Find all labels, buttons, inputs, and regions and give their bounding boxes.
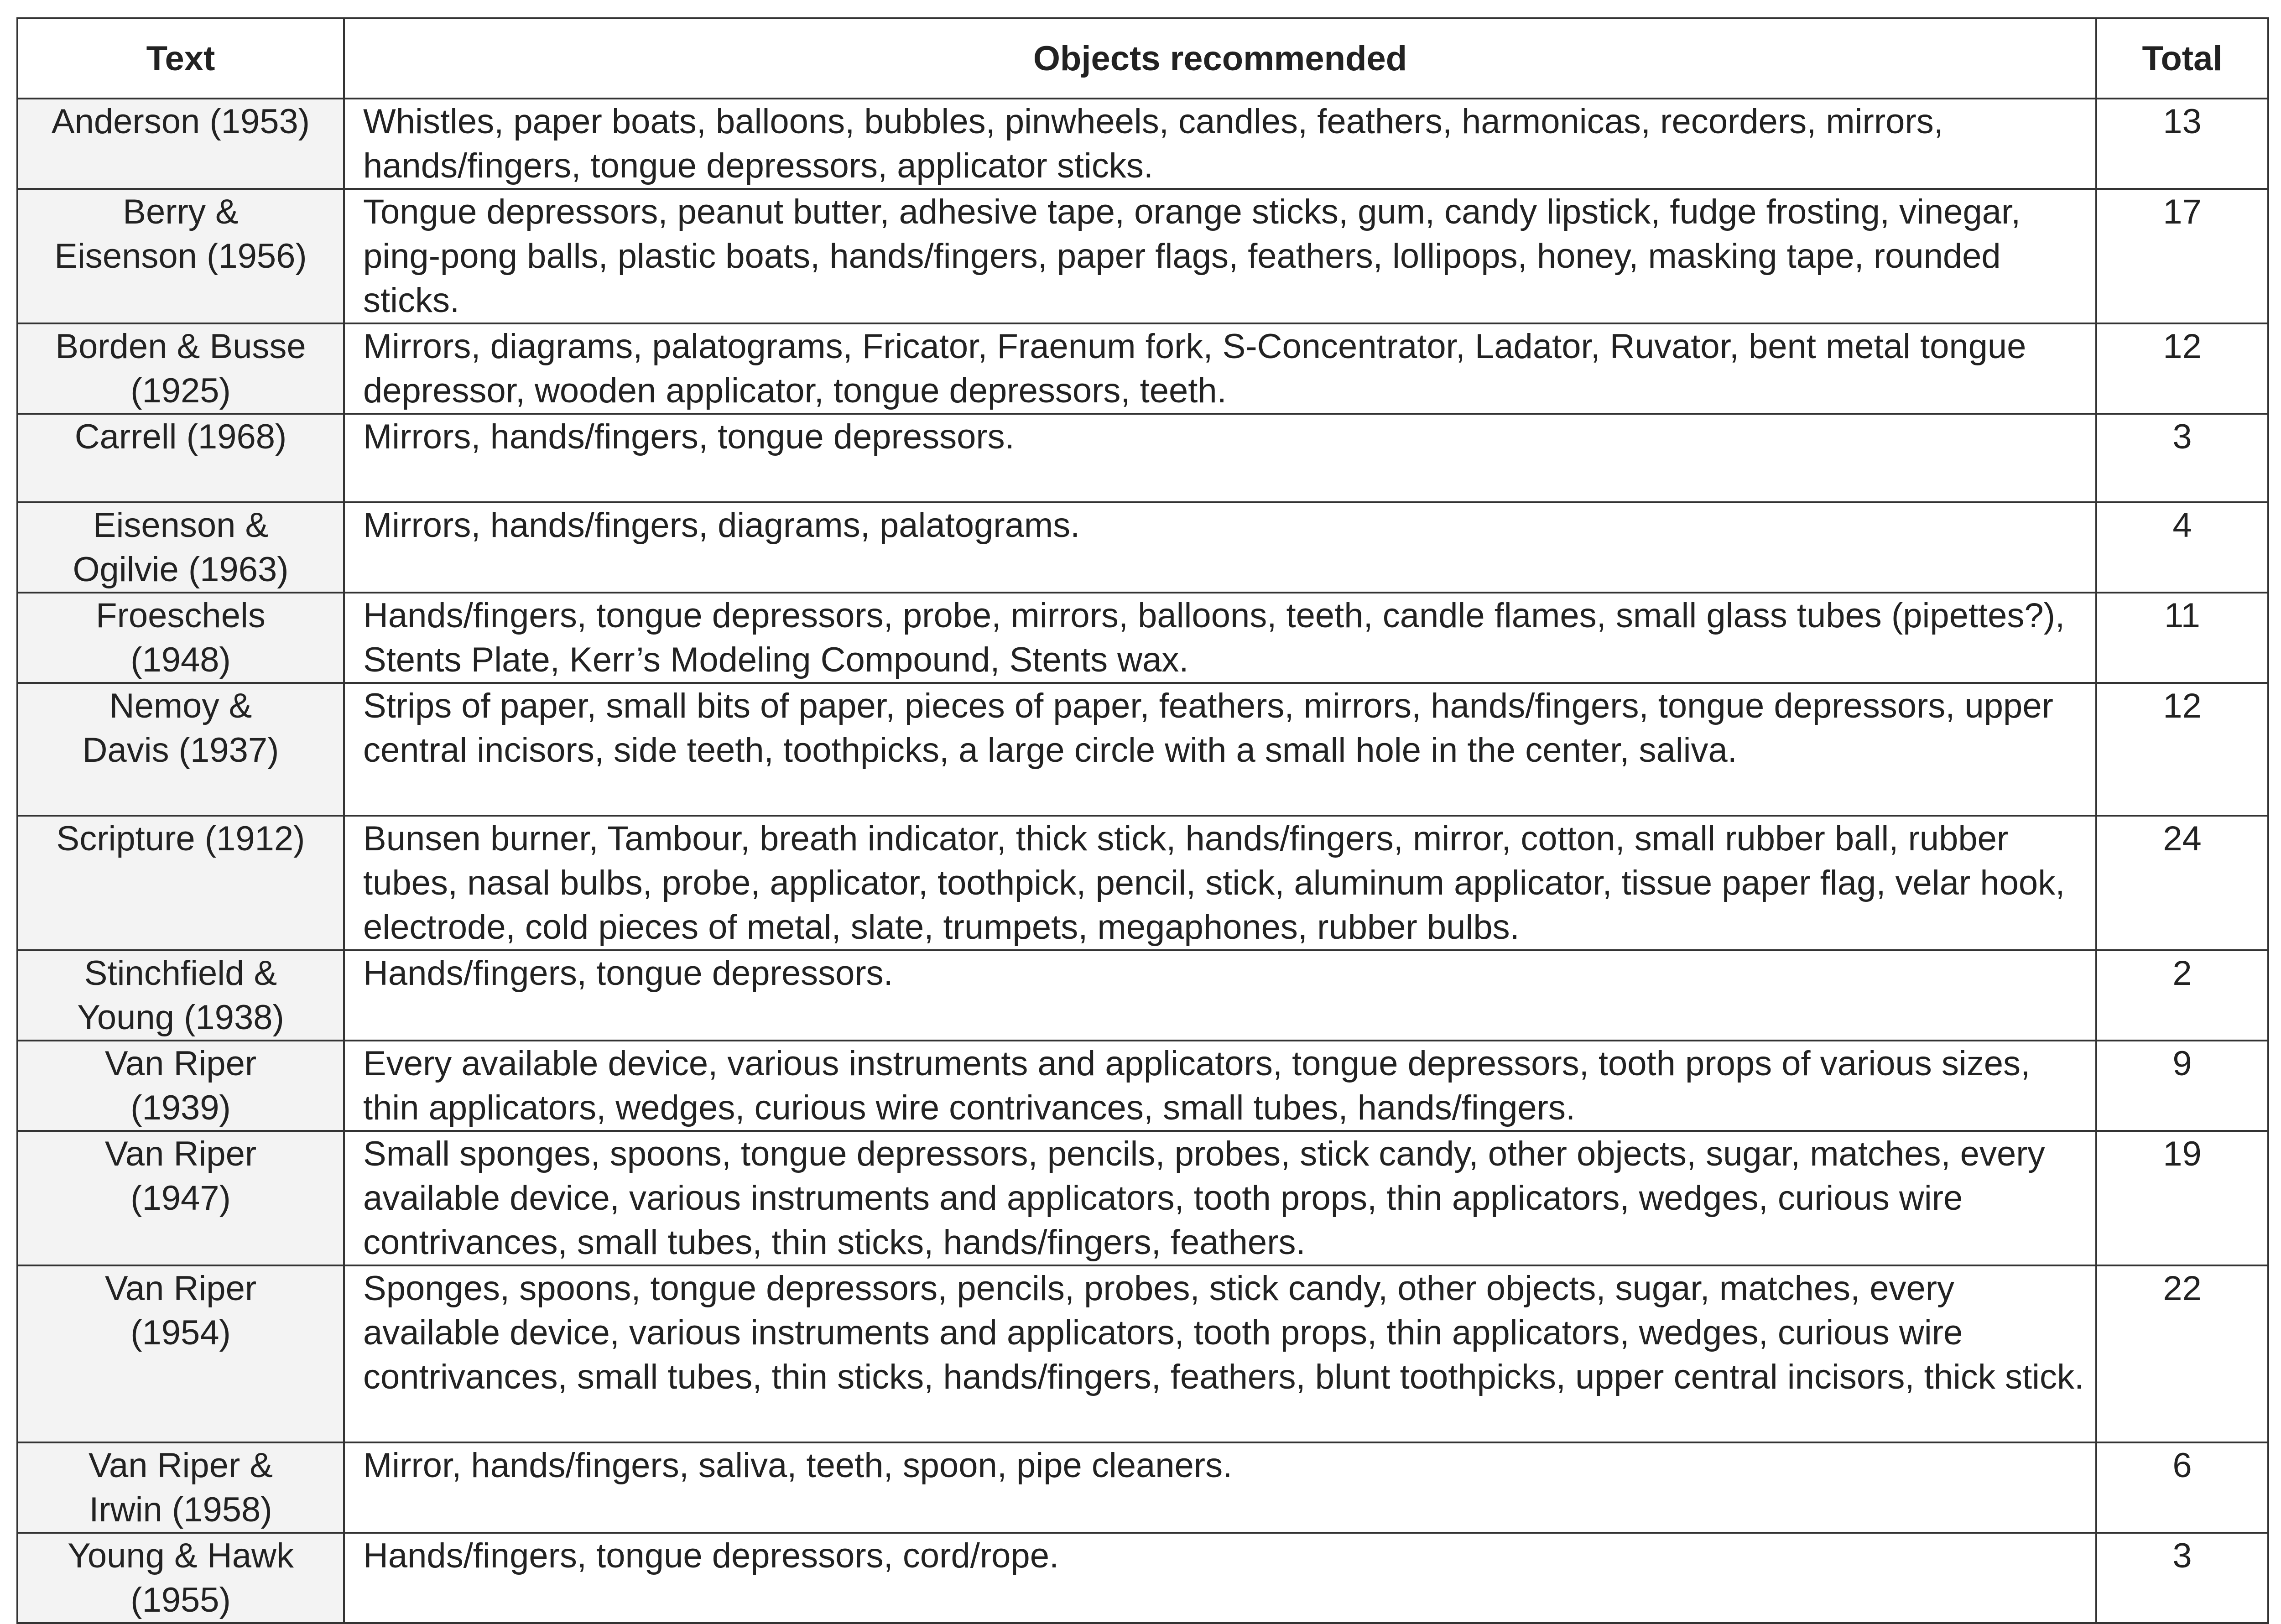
text-line: (1955) bbox=[130, 1581, 231, 1619]
cell-text bbox=[17, 502, 344, 593]
cell-total: 24 bbox=[2096, 816, 2268, 950]
cell-text bbox=[17, 1041, 344, 1131]
cell-text bbox=[17, 99, 344, 189]
cell-text bbox=[17, 593, 344, 683]
cell-text bbox=[17, 816, 344, 950]
text-line: Davis (1937) bbox=[82, 731, 279, 770]
table-row bbox=[17, 816, 2268, 950]
text-line: Irwin (1958) bbox=[89, 1490, 272, 1529]
objects-recommended-table bbox=[16, 17, 2269, 1624]
cell-total: 6 bbox=[2096, 1442, 2268, 1533]
table-row bbox=[17, 1131, 2268, 1265]
text-line: Eisenson (1956) bbox=[54, 237, 307, 276]
table-header bbox=[17, 18, 2268, 99]
table-row bbox=[17, 323, 2268, 414]
text-line: Froeschels bbox=[96, 596, 266, 635]
text-line: (1954) bbox=[130, 1313, 231, 1352]
text-line: Berry & bbox=[123, 193, 239, 231]
cell-text bbox=[17, 1533, 344, 1623]
table-row bbox=[17, 1533, 2268, 1623]
table-row bbox=[17, 189, 2268, 323]
text-line: Van Riper bbox=[104, 1269, 257, 1308]
cell-total: 9 bbox=[2096, 1041, 2268, 1131]
text-line: Carrell (1968) bbox=[74, 417, 287, 456]
text-line: (1947) bbox=[130, 1179, 231, 1218]
cell-objects: Mirrors, hands/fingers, tongue depressors. bbox=[344, 414, 2096, 502]
table-row bbox=[17, 683, 2268, 816]
table-row bbox=[17, 1442, 2268, 1533]
cell-objects: Bunsen burner, Tambour, breath indicator, thick stick, hands/fingers, mirror, cotton, small rubber ball, rubber tubes, nasal bulbs, probe, applicator, toothpick, pencil, stick, aluminum applicator, tissue paper flag, velar hook, electrode, cold pieces of metal, slate, trumpets, megaphones, rubber bulbs. bbox=[344, 816, 2096, 950]
cell-total: 12 bbox=[2096, 323, 2268, 414]
cell-text bbox=[17, 1442, 344, 1533]
cell-text bbox=[17, 414, 344, 502]
text-line: (1925) bbox=[130, 371, 231, 410]
table-row bbox=[17, 414, 2268, 502]
text-line: Ogilvie (1963) bbox=[73, 550, 289, 589]
cell-text bbox=[17, 950, 344, 1041]
cell-objects: Hands/fingers, tongue depressors, cord/rope. bbox=[344, 1533, 2096, 1623]
cell-objects: Hands/fingers, tongue depressors, probe, mirrors, balloons, teeth, candle flames, small glass tubes (pipettes?), Stents Plate, Kerr’s Modeling Compound, Stents wax. bbox=[344, 593, 2096, 683]
cell-objects: Mirrors, diagrams, palatograms, Fricator, Fraenum fork, S-Concentrator, Ladator, Ruvator, bent metal tongue depressor, wooden applicator, tongue depressors, teeth. bbox=[344, 323, 2096, 414]
text-line: Young (1938) bbox=[77, 998, 284, 1037]
text-line: Van Riper & bbox=[88, 1446, 273, 1485]
table-body bbox=[17, 99, 2268, 1623]
cell-total: 3 bbox=[2096, 1533, 2268, 1623]
text-line: Van Riper bbox=[104, 1044, 257, 1083]
header-total: Total bbox=[2096, 18, 2268, 99]
cell-text bbox=[17, 189, 344, 323]
table-row bbox=[17, 1041, 2268, 1131]
cell-total: 13 bbox=[2096, 99, 2268, 189]
cell-objects: Whistles, paper boats, balloons, bubbles, pinwheels, candles, feathers, harmonicas, recorders, mirrors, hands/fingers, tongue depressors, applicator sticks. bbox=[344, 99, 2096, 189]
cell-objects: Every available device, various instruments and applicators, tongue depressors, tooth props of various sizes, thin applicators, wedges, curious wire contrivances, small tubes, hands/fingers. bbox=[344, 1041, 2096, 1131]
cell-text bbox=[17, 683, 344, 816]
header-text: Text bbox=[17, 18, 344, 99]
cell-objects: Hands/fingers, tongue depressors. bbox=[344, 950, 2096, 1041]
text-line: Nemoy & bbox=[109, 687, 252, 725]
cell-total: 17 bbox=[2096, 189, 2268, 323]
cell-objects: Mirrors, hands/fingers, diagrams, palatograms. bbox=[344, 502, 2096, 593]
objects-table-container bbox=[16, 17, 2267, 1624]
table-row bbox=[17, 502, 2268, 593]
table-row bbox=[17, 593, 2268, 683]
text-line: Van Riper bbox=[104, 1135, 257, 1173]
text-line: Eisenson & bbox=[93, 506, 269, 545]
text-line: (1948) bbox=[130, 640, 231, 679]
cell-objects: Strips of paper, small bits of paper, pieces of paper, feathers, mirrors, hands/fingers, tongue depressors, upper central incisors, side teeth, toothpicks, a large circle with a small hole in the center, saliva. bbox=[344, 683, 2096, 816]
header-objects-recommended: Objects recommended bbox=[344, 18, 2096, 99]
cell-objects: Tongue depressors, peanut butter, adhesive tape, orange sticks, gum, candy lipstick, fudge frosting, vinegar, ping-pong balls, plastic boats, hands/fingers, paper flags, feathers, lollipops, honey, masking tape, rounded sticks. bbox=[344, 189, 2096, 323]
text-line: Young & Hawk bbox=[68, 1536, 294, 1575]
cell-total: 11 bbox=[2096, 593, 2268, 683]
cell-total: 2 bbox=[2096, 950, 2268, 1041]
text-line: Anderson (1953) bbox=[51, 102, 310, 141]
cell-objects: Mirror, hands/fingers, saliva, teeth, spoon, pipe cleaners. bbox=[344, 1442, 2096, 1533]
text-line: (1939) bbox=[130, 1088, 231, 1127]
table-row bbox=[17, 1265, 2268, 1442]
cell-total: 22 bbox=[2096, 1265, 2268, 1442]
cell-text bbox=[17, 323, 344, 414]
cell-total: 4 bbox=[2096, 502, 2268, 593]
table-row bbox=[17, 950, 2268, 1041]
text-line: Borden & Busse bbox=[55, 327, 306, 366]
cell-total: 3 bbox=[2096, 414, 2268, 502]
text-line: Stinchfield & bbox=[84, 954, 277, 993]
text-line: Scripture (1912) bbox=[56, 819, 305, 858]
table-row bbox=[17, 99, 2268, 189]
cell-total: 19 bbox=[2096, 1131, 2268, 1265]
cell-objects: Sponges, spoons, tongue depressors, pencils, probes, stick candy, other objects, sugar, matches, every available device, various instruments and applicators, tooth props, thin applicators, wedges, curious wire contrivances, small tubes, thin sticks, hands/fingers, feathers, blunt toothpicks, upper central incisors, thick stick. bbox=[344, 1265, 2096, 1442]
cell-total: 12 bbox=[2096, 683, 2268, 816]
cell-objects: Small sponges, spoons, tongue depressors, pencils, probes, stick candy, other objects, sugar, matches, every available device, various instruments and applicators, tooth props, thin applicators, wedges, curious wire contrivances, small tubes, thin sticks, hands/fingers, feathers. bbox=[344, 1131, 2096, 1265]
cell-text bbox=[17, 1265, 344, 1442]
header-row bbox=[17, 18, 2268, 99]
cell-text bbox=[17, 1131, 344, 1265]
